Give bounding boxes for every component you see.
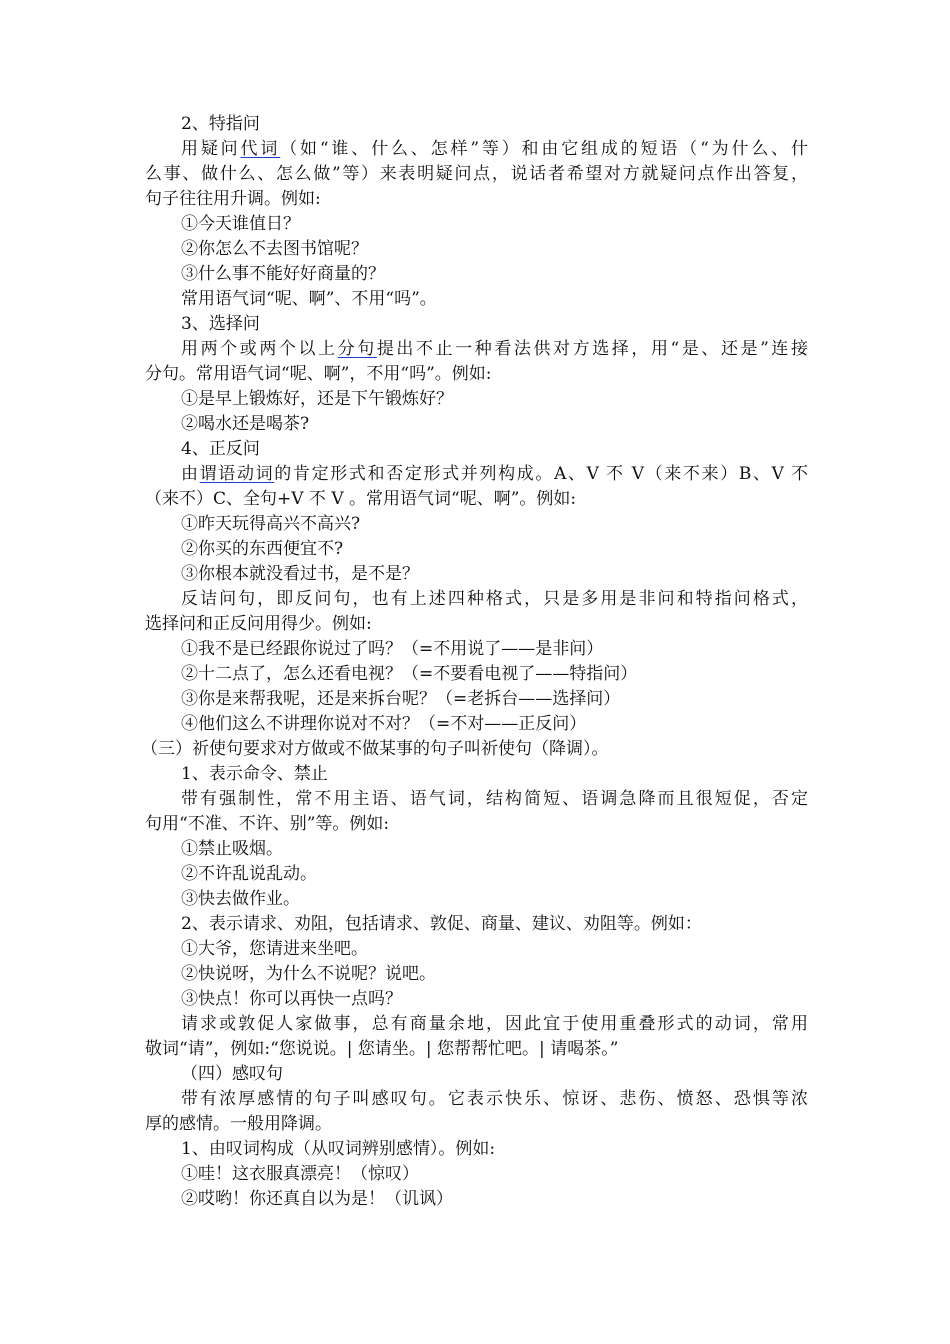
example-line: ③你是来帮我呢，还是来拆台呢？（=老拆台——选择问） bbox=[181, 689, 621, 709]
document-page bbox=[141, 112, 809, 1212]
paragraph-line: （来不）C、全句+V 不 V 。常用语气词“呢、啊”。例如: bbox=[145, 489, 577, 509]
example-line: ②哎哟！你还真自以为是！（讥讽） bbox=[181, 1189, 453, 1209]
example-line: ③快点！你可以再快一点吗？ bbox=[181, 989, 402, 1009]
text-span: 用疑问 bbox=[181, 139, 241, 159]
example-line: ②不许乱说乱动。 bbox=[181, 864, 317, 884]
heading-zhengfanwen: 4、正反问 bbox=[181, 439, 260, 459]
example-line: ①今天谁值日？ bbox=[181, 214, 300, 234]
section-heading-gantanju: （四）感叹句 bbox=[181, 1064, 283, 1084]
paragraph-line: 反诘问句，即反问句，也有上述四种格式，只是多用是非问和特指问格式， bbox=[181, 589, 808, 609]
paragraph-line: 敬词“请”，例如:“您说说。| 您请坐。| 您帮帮忙吧。| 请喝茶。” bbox=[145, 1039, 619, 1059]
heading-teizhiwen: 2、特指问 bbox=[181, 114, 260, 134]
example-line: ③什么事不能好好商量的？ bbox=[181, 264, 385, 284]
paragraph-line: 带有浓厚感情的句子叫感叹句。它表示快乐、惊讶、悲伤、愤怒、恐惧等浓 bbox=[181, 1089, 808, 1109]
text-span: 的肯定形式和否定形式并列构成。A、V 不 V（来不来）B、V 不 bbox=[274, 464, 809, 484]
paragraph-line: 选择问和正反问用得少。例如: bbox=[145, 614, 372, 634]
text-span: 提出不止一种看法供对方选择，用“是、还是”连接 bbox=[376, 339, 809, 359]
text-span: 由 bbox=[181, 464, 200, 484]
section-heading-qishiju: （三）祈使句要求对方做或不做某事的句子叫祈使句（降调）。 bbox=[141, 739, 609, 759]
paragraph-line bbox=[145, 137, 808, 162]
paragraph-line bbox=[145, 337, 808, 362]
heading-xuanzewen: 3、选择问 bbox=[181, 314, 260, 334]
example-line: ③你根本就没看过书，是不是？ bbox=[181, 564, 419, 584]
text-span: 用两个或两个以上 bbox=[181, 339, 338, 359]
example-line: ①昨天玩得高兴不高兴? bbox=[181, 514, 361, 534]
paragraph-line: 句用“不准、不许、别”等。例如: bbox=[145, 814, 390, 834]
example-line: ②快说呀，为什么不说呢？说吧。 bbox=[181, 964, 436, 984]
example-line: ④他们这么不讲理你说对不对？（=不对——正反问） bbox=[181, 714, 587, 734]
paragraph-line: 么事、做什么、怎么做”等）来表明疑问点，说话者希望对方就疑问点作出答复， bbox=[145, 164, 808, 184]
example-line: ②喝水还是喝茶? bbox=[181, 414, 310, 434]
paragraph-line: 带有强制性，常不用主语、语气词，结构简短、语调急降而且很短促，否定 bbox=[181, 789, 808, 809]
example-line: ①我不是已经跟你说过了吗？（=不用说了——是非问） bbox=[181, 639, 604, 659]
paragraph-line bbox=[145, 462, 808, 487]
example-line: ①是早上锻炼好，还是下午锻炼好？ bbox=[181, 389, 453, 409]
subheading-line: 1、由叹词构成（从叹词辨别感情）。例如: bbox=[181, 1139, 496, 1159]
link-weiyudongci[interactable]: 谓语动词 bbox=[199, 464, 275, 484]
example-line: ②你怎么不去图书馆呢？ bbox=[181, 239, 368, 259]
example-line: ①禁止吸烟。 bbox=[181, 839, 283, 859]
example-line: ②十二点了，怎么还看电视？（=不要看电视了——特指问） bbox=[181, 664, 638, 684]
paragraph-line: 常用语气词“呢、啊”、不用“吗”。 bbox=[181, 289, 437, 309]
paragraph-line: 请求或敦促人家做事，总有商量余地，因此宜于使用重叠形式的动词，常用 bbox=[181, 1014, 808, 1034]
subheading-line: 2、表示请求、劝阻，包括请求、敦促、商量、建议、劝阻等。例如： bbox=[181, 914, 702, 934]
paragraph-line: 句子往往用升调。例如: bbox=[145, 189, 321, 209]
link-daici[interactable]: 代词 bbox=[240, 139, 281, 159]
text-span: （如“谁、什么、怎样”等）和由它组成的短语（“为什么、什 bbox=[280, 139, 809, 159]
example-line: ③快去做作业。 bbox=[181, 889, 300, 909]
example-line: ②你买的东西便宜不? bbox=[181, 539, 344, 559]
subheading-line: 1、表示命令、禁止 bbox=[181, 764, 328, 784]
example-line: ①大爷，您请进来坐吧。 bbox=[181, 939, 368, 959]
paragraph-line: 厚的感情。一般用降调。 bbox=[145, 1114, 332, 1134]
example-line: ①哇！这衣服真漂亮！（惊叹） bbox=[181, 1164, 419, 1184]
link-fenju[interactable]: 分句 bbox=[337, 339, 377, 359]
paragraph-line: 分句。常用语气词“呢、啊”，不用“吗”。例如: bbox=[145, 364, 492, 384]
